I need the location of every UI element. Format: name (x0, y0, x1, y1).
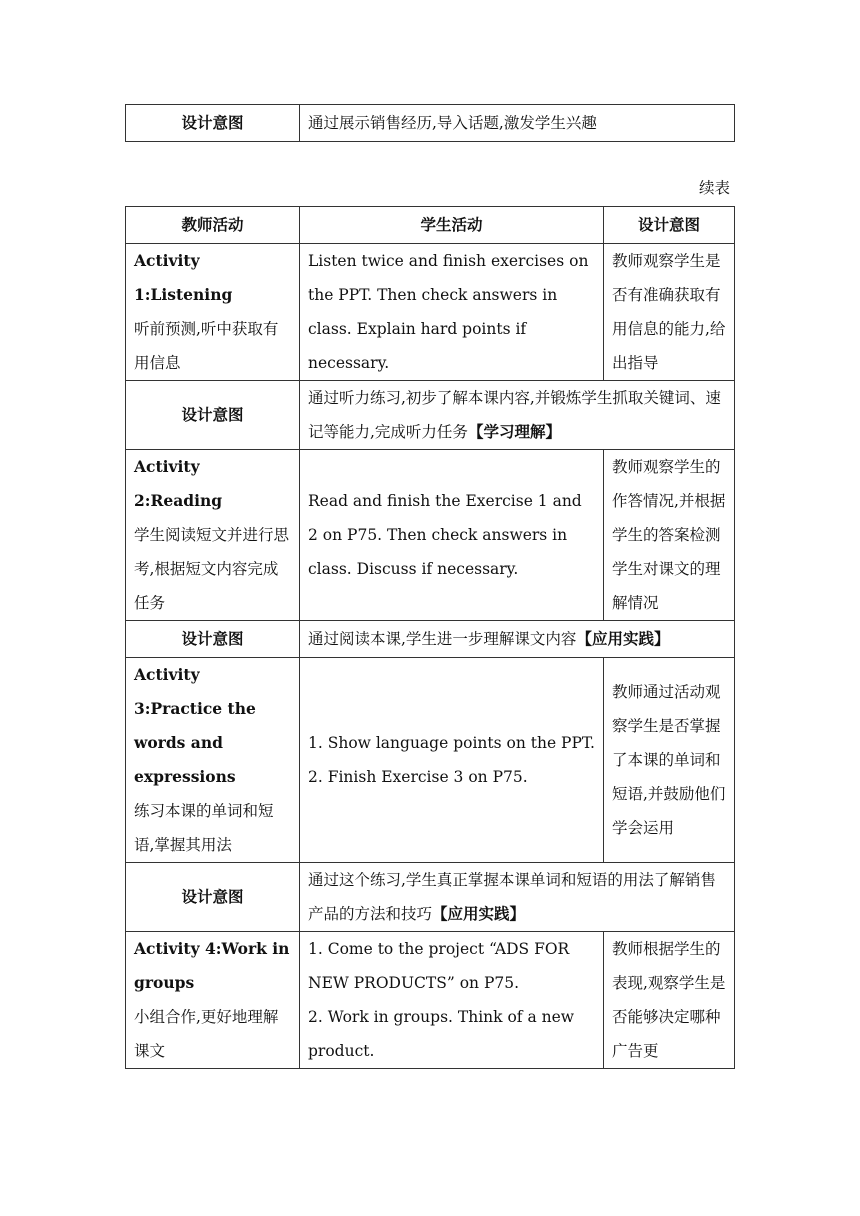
student-activity-cell (300, 932, 604, 1069)
teacher-activity-cell (126, 932, 300, 1069)
student-step: 2. Finish Exercise 3 on P75. (308, 768, 528, 786)
student-activity-cell: Read and finish the Exercise 1 and 2 on P75. Then check answers in class. Discuss if necessary. (300, 450, 604, 621)
table-row (126, 932, 735, 1069)
intent-summary-table (125, 104, 735, 142)
design-text: 通过这个练习,学生真正掌握本课单词和短语的用法了解销售产品的方法和技巧 (308, 871, 716, 923)
student-activity-cell (300, 658, 604, 863)
design-tag: 【学习理解】 (467, 422, 561, 441)
design-intent-label: 设计意图 (126, 621, 300, 658)
continued-label: 续表 (698, 179, 730, 197)
table-row (126, 658, 735, 863)
teacher-activity-cell (126, 244, 300, 381)
design-intent-text (300, 863, 735, 932)
design-intent-label: 设计意图 (126, 105, 300, 142)
design-tag: 【应用实践】 (432, 904, 526, 923)
design-intent-row (126, 863, 735, 932)
header-student-activity: 学生活动 (300, 207, 604, 244)
student-step: 1. Come to the project “ADS FOR NEW PRODUCTS” on P75. (308, 940, 570, 992)
design-intent-text (300, 381, 735, 450)
design-tag: 【应用实践】 (576, 629, 670, 648)
intent-cell: 教师通过活动观察学生是否掌握了本课的单词和短语,并鼓励他们学会运用 (604, 658, 735, 863)
intent-cell: 教师观察学生是否有准确获取有用信息的能力,给出指导 (604, 244, 735, 381)
design-text: 通过阅读本课,学生进一步理解课文内容 (308, 630, 577, 648)
activity-title: Activity 3:Practice the words and expressions (134, 665, 256, 786)
activity-description: 小组合作,更好地理解课文 (134, 1008, 279, 1060)
design-intent-row (126, 621, 735, 658)
header-teacher-activity: 教师活动 (126, 207, 300, 244)
header-design-intent: 设计意图 (604, 207, 735, 244)
intent-cell: 教师观察学生的作答情况,并根据学生的答案检测学生对课文的理解情况 (604, 450, 735, 621)
activity-description: 听前预测,听中获取有用信息 (134, 320, 279, 372)
activity-description: 练习本课的单词和短语,掌握其用法 (134, 802, 274, 854)
design-intent-label: 设计意图 (126, 863, 300, 932)
activity-title: Activity 4:Work in groups (134, 939, 290, 992)
teacher-activity-cell (126, 658, 300, 863)
design-intent-text: 通过展示销售经历,导入话题,激发学生兴趣 (300, 105, 735, 142)
activity-description: 学生阅读短文并进行思考,根据短文内容完成任务 (134, 526, 290, 612)
design-intent-text (300, 621, 735, 658)
student-step: 2. Work in groups. Think of a new product. (308, 1008, 575, 1060)
activity-title: Activity 1:Listening (134, 251, 233, 304)
student-activity-cell: Listen twice and finish exercises on the PPT. Then check answers in class. Explain hard points if necessary. (300, 244, 604, 381)
design-text: 通过听力练习,初步了解本课内容,并锻炼学生抓取关键词、速记等能力,完成听力任务 (308, 389, 721, 441)
design-intent-row (126, 381, 735, 450)
table-row (126, 244, 735, 381)
student-step: 1. Show language points on the PPT. (308, 734, 595, 752)
table-row (126, 105, 735, 142)
design-intent-label: 设计意图 (126, 381, 300, 450)
activity-title: Activity 2:Reading (134, 457, 223, 510)
teacher-activity-cell (126, 450, 300, 621)
lesson-activity-table (125, 206, 735, 1069)
intent-cell: 教师根据学生的表现,观察学生是否能够决定哪种广告更 (604, 932, 735, 1069)
header-row (126, 207, 735, 244)
table-row (126, 450, 735, 621)
